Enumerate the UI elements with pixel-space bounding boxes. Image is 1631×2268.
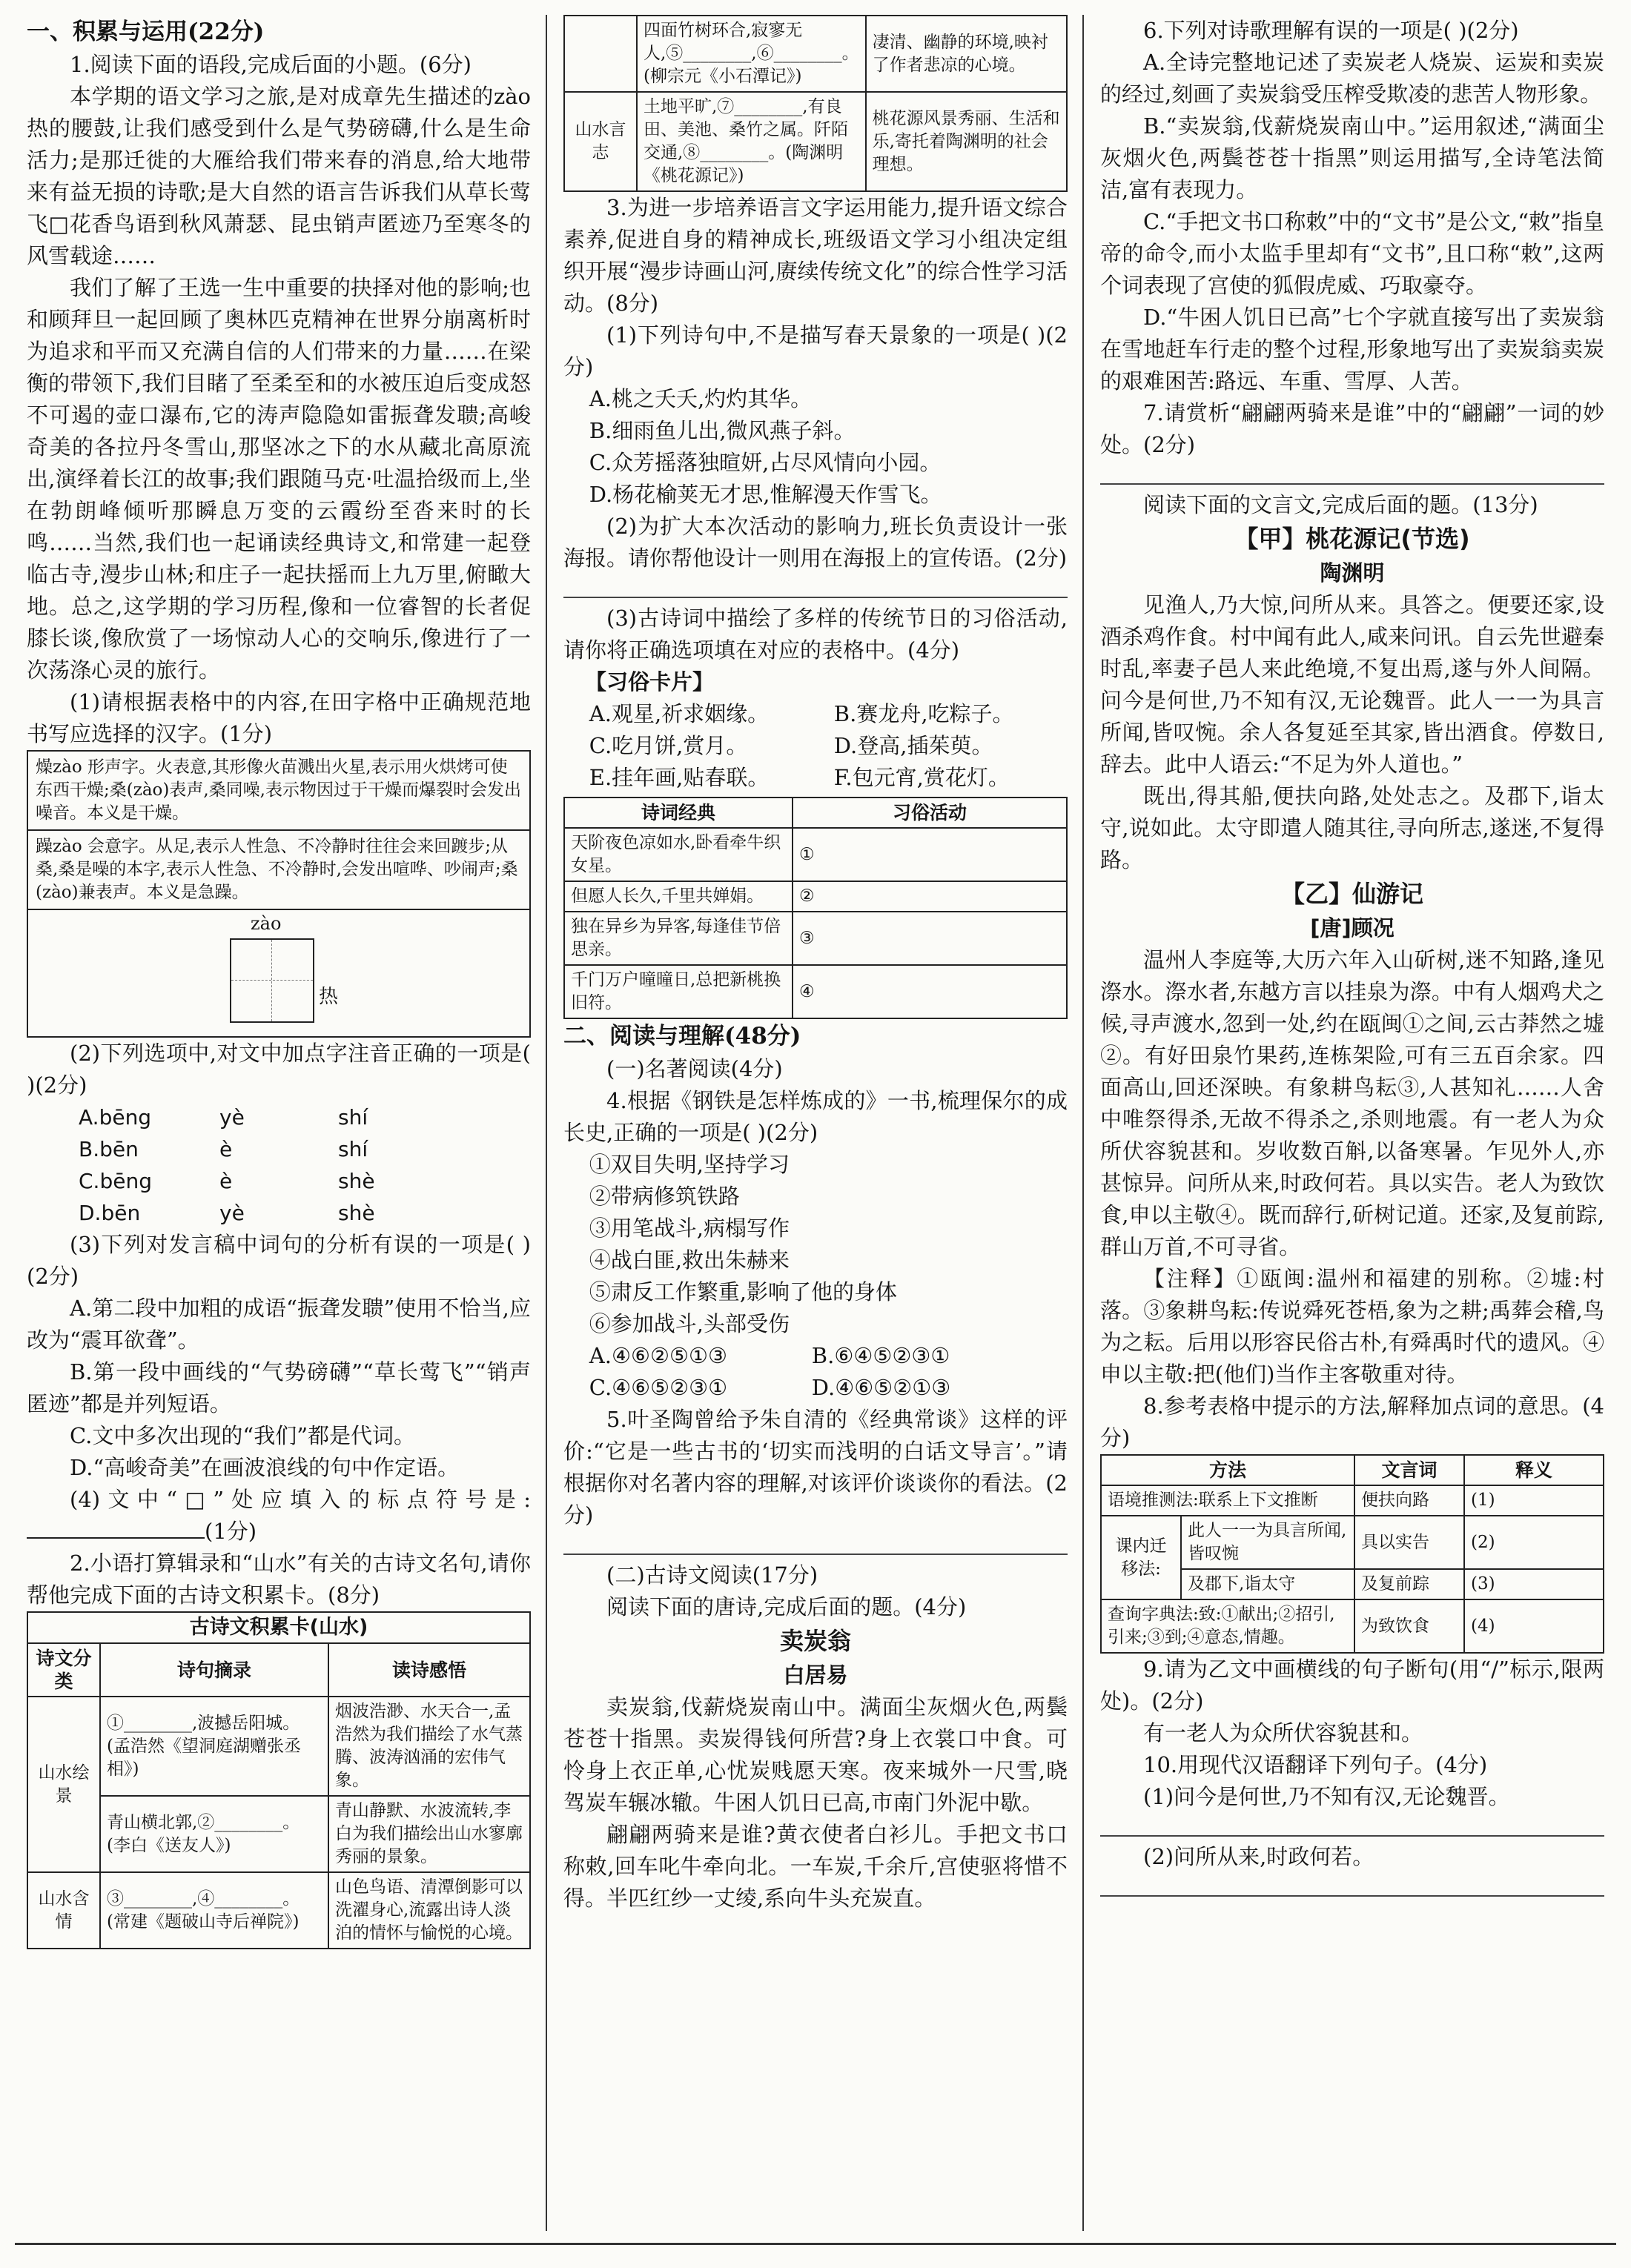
answer-blank[interactable] — [27, 1518, 205, 1539]
text-a-paragraph-2: 既出,得其船,便扶向路,处处志之。及郡下,诣太守,说如此。太守即遣人随其往,寻向所志,遂迷,不复得路。 — [1100, 783, 1604, 872]
list-item: ①双目失明,坚持学习 — [589, 1152, 790, 1177]
card-line[interactable]: ①________,波撼岳阳城。(孟浩然《望洞庭湖赠张丞相》) — [100, 1697, 328, 1796]
option-4-d[interactable]: D.④⑥⑤②①③ — [811, 1375, 951, 1400]
question-3-1: (1)下列诗句中,不是描写春天景象的一项是( )(2分) — [563, 322, 1068, 379]
question-1-4: (4)文中“□”处应填入的标点符号是:(1分) — [27, 1484, 531, 1548]
pinyin-option-a[interactable]: A.bēng yè shí — [79, 1105, 368, 1130]
answer-line[interactable] — [1100, 1873, 1604, 1897]
card-line[interactable]: ③________,④________。(常建《题破山寺后禅院》) — [100, 1872, 328, 1949]
answer-line[interactable] — [1100, 1813, 1604, 1837]
option-4-c[interactable]: C.④⑥⑤②③① — [589, 1375, 728, 1400]
passage-paragraph-1: 本学期的语文学习之旅,是对成章先生描述的zào热的腰鼓,让我们感受到什么是气势磅礴,什么是生命活力;是那迁徙的大雁给我们带来春的消息,给大地带来有益无损的诗歌;是大自然的语言告诉我们从草长莺飞□花香鸟语到秋风萧瑟、昆虫销声匿迹乃至寒冬的风雪载途…… — [27, 84, 531, 268]
subsection-heading: (二)古诗文阅读(17分) — [606, 1562, 818, 1588]
custom-answer-slot[interactable]: ④ — [793, 965, 1067, 1018]
card-category — [564, 16, 637, 92]
pinyin-option-d[interactable]: D.bēn yè shè — [79, 1201, 375, 1225]
poetry-card-table-continued — [563, 15, 1068, 192]
tianzige-writing-area — [27, 910, 531, 1038]
options-row — [563, 1372, 1068, 1404]
option-3-1-b[interactable]: B.细雨鱼儿出,微风燕子斜。 — [589, 418, 856, 443]
table-row — [27, 1697, 530, 1796]
word-cell: 具以实告 — [1354, 1516, 1464, 1569]
subsection-heading: (一)名著阅读(4分) — [606, 1056, 783, 1081]
table-row — [564, 16, 1067, 92]
custom-options-row: C.吃月饼,赏月。 D.登高,插茱萸。 — [589, 733, 993, 758]
question-1-stem: 1.阅读下面的语段,完成后面的小题。(6分) — [70, 52, 472, 77]
character-explanation-box-zao-dry: 燥zào 形声字。火表意,其形像火苗溅出火星,表示用火烘烤可使东西干燥;桑(zào)表声,桑同噪,表示物因过于干燥而爆裂时会发出噪音。本义是干燥。 — [27, 750, 531, 831]
custom-answer-slot[interactable]: ③ — [793, 912, 1067, 965]
card-category: 山水言志 — [564, 92, 637, 191]
question-3-3: (3)古诗词中描绘了多样的传统节日的习俗活动,请你将正确选项填在对应的表格中。(4分) — [563, 606, 1068, 663]
option-6-a[interactable]: A.全诗完整地记述了卖炭老人烧炭、运炭和卖炭的经过,刻画了卖炭翁受压榨受欺凌的悲苦人物形象。 — [1100, 50, 1604, 107]
table-row — [564, 965, 1067, 1018]
poem-intro: 阅读下面的唐诗,完成后面的题。(4分) — [606, 1594, 967, 1619]
option-6-b[interactable]: B.“卖炭翁,伐薪烧炭南山中。”运用叙述,“满面尘灰烟火色,两鬓苍苍十指黑”则运用描写,全诗笔法简洁,富有表现力。 — [1100, 113, 1604, 202]
classical-intro: 阅读下面的文言文,完成后面的题。(13分) — [1143, 492, 1538, 517]
page-bottom-rule — [15, 2243, 1616, 2245]
column-divider — [546, 15, 547, 2231]
custom-answer-slot[interactable]: ① — [793, 828, 1067, 881]
word-cell: 便扶向路 — [1354, 1485, 1464, 1516]
table-row — [564, 881, 1067, 912]
option-6-d[interactable]: D.“牛困人饥日已高”七个字就直接写出了卖炭翁在雪地赶车行走的整个过程,形象地写出了卖炭翁卖炭的艰难困苦:路远、车重、雪厚、人苦。 — [1100, 305, 1604, 394]
option-1-3-c[interactable]: C.文中多次出现的“我们”都是代词。 — [70, 1423, 416, 1448]
text-a-paragraph-1: 见渔人,乃大惊,问所从来。具答之。便要还家,设酒杀鸡作食。村中闻有此人,咸来问讯。自云先世避秦时乱,率妻子邑人来此绝境,不复出焉,遂与外人间隔。问今是何世,乃不知有汉,无论魏晋。此人一一为具言所闻,皆叹惋。余人各复延至其家,皆出酒食。停数日,辞去。此中人语云:“不足为外人道也。” — [1100, 592, 1604, 777]
option-1-3-a[interactable]: A.第二段中加粗的成语“振聋发聩”使用不恰当,应改为“震耳欲聋”。 — [27, 1296, 531, 1353]
table-row — [1101, 1516, 1604, 1569]
custom-poem: 独在异乡为异客,每逢佳节倍思亲。 — [564, 912, 793, 965]
text-a-author: 陶渊明 — [1320, 560, 1385, 586]
custom-header-poem: 诗词经典 — [564, 798, 793, 828]
poem-text-1: 卖炭翁,伐薪烧炭南山中。满面尘灰烟火色,两鬓苍苍十指黑。卖炭得钱何所营?身上衣裳口中食。可怜身上衣正单,心忧炭贱愿天寒。夜来城外一尺雪,晓驾炭车辗冰辙。牛困人饥日已高,市南门外泥中歇。 — [563, 1694, 1068, 1815]
card-feeling: 烟波浩渺、水天合一,孟浩然为我们描绘了水气蒸腾、波涛汹涌的宏伟气象。 — [328, 1697, 530, 1796]
method-header: 方法 — [1101, 1455, 1354, 1485]
card-category: 山水含情 — [27, 1872, 100, 1949]
card-header-lines: 诗句摘录 — [100, 1643, 328, 1697]
grid-pinyin: zào — [251, 913, 282, 934]
card-line[interactable]: 青山横北郭,②________。(李白《送友人》) — [100, 1796, 328, 1872]
question-9: 9.请为乙文中画横线的句子断句(用“/”标示,限两处)。(2分) — [1100, 1657, 1604, 1714]
text-b-author: [唐]顾况 — [1310, 915, 1395, 941]
question-7: 7.请赏析“翩翩两骑来是谁”中的“翩翩”一词的妙处。(2分) — [1100, 400, 1604, 457]
option-3-1-c[interactable]: C.众芳摇落独暄妍,占尽风情向小园。 — [589, 450, 942, 475]
answer-line[interactable] — [563, 1531, 1068, 1555]
custom-options-row: A.观星,祈求姻缘。 B.赛龙舟,吃粽子。 — [589, 701, 1014, 726]
custom-card-title: 【习俗卡片】 — [585, 669, 715, 694]
poem-text-2: 翩翩两骑来是谁?黄衣使者白衫儿。手把文书口称敕,回车叱牛牵向北。一车炭,千余斤,宫使驱将惜不得。半匹红纱一丈绫,系向牛头充炭直。 — [563, 1822, 1068, 1911]
options-row — [563, 1340, 1068, 1372]
method-example-cell: 此人一一为具言所闻,皆叹惋 — [1181, 1516, 1354, 1569]
grid-following-char: 热 — [319, 986, 339, 1008]
pinyin-option-c[interactable]: C.bēng è shè — [79, 1169, 375, 1193]
card-line[interactable]: 四面竹树环合,寂寥无人,⑤________,⑥________。(柳宗元《小石潭记》) — [637, 16, 866, 92]
section-heading-part2: 二、阅读与理解(48分) — [563, 1023, 801, 1050]
question-6: 6.下列对诗歌理解有误的一项是( )(2分) — [1143, 18, 1519, 43]
answer-cell[interactable]: (2) — [1464, 1516, 1604, 1569]
card-header-category: 诗文分类 — [27, 1643, 100, 1697]
passage-paragraph-2: 我们了解了王选一生中重要的抉择对他的影响;也和顾拜旦一起回顾了奥林匹克精神在世界分崩离析时为追求和平而又充满自信的人们带来的力量……在梁衡的带领下,我们目睹了至柔至和的水被压迫后变成怒不可遏的壶口瀑布,它的涛声隐隐如雷振聋发聩;高峻奇美的各拉丹冬雪山,那坚冰之下的水从藏北高原流出,演绎着长江的故事;我们跟随马克·吐温拾级而上,坐在勃朗峰倾听那瞬息万变的云霞纷至沓来时的长鸣……当然,我们也一起诵读经典诗文,和常建一起登临古寺,漫步山林;和庄子一起扶摇而上九万里,俯瞰大地。总之,这学期的学习历程,像和一位睿智的长者促膝长谈,像欣赏了一场惊动人心的交响乐,像进行了一次荡涤心灵的旅行。 — [27, 275, 531, 683]
custom-header-activity: 习俗活动 — [793, 798, 1067, 828]
method-cell: 课内迁移法: — [1101, 1516, 1181, 1599]
poem-title: 卖炭翁 — [779, 1627, 851, 1655]
method-cell: 查询字典法:致:①献出;②招引,引来;③到;④意态,情趣。 — [1101, 1599, 1354, 1653]
question-8: 8.参考表格中提示的方法,解释加点词的意思。(4分) — [1100, 1393, 1604, 1450]
question-4: 4.根据《钢铁是怎样炼成的》一书,梳理保尔的成长史,正确的一项是( )(2分) — [563, 1088, 1068, 1145]
list-item: ②带病修筑铁路 — [589, 1184, 740, 1209]
option-3-1-a[interactable]: A.桃之夭夭,灼灼其华。 — [589, 386, 813, 411]
question-10: 10.用现代汉语翻译下列句子。(4分) — [1143, 1752, 1488, 1777]
table-row — [1101, 1599, 1604, 1653]
option-4-a[interactable]: A.④⑥②⑤①③ — [589, 1343, 727, 1368]
custom-poem: 但愿人长久,千里共婵娟。 — [564, 881, 793, 912]
custom-table — [563, 797, 1068, 1019]
section-heading-part1: 一、积累与运用(22分) — [27, 19, 265, 45]
custom-options-row: E.挂年画,贴春联。 F.包元宵,赏花灯。 — [589, 765, 1010, 790]
option-4-b[interactable]: B.⑥④⑤②③① — [811, 1343, 950, 1368]
word-cell: 及复前踪 — [1354, 1569, 1464, 1599]
method-example-cell: 及郡下,诣太守 — [1181, 1569, 1354, 1599]
question-2: 2.小语打算辑录和“山水”有关的古诗文名句,请你帮他完成下面的古诗文积累卡。(8分) — [27, 1551, 531, 1608]
column-3 — [1100, 15, 1604, 2238]
text-b-paragraph-1: 温州人李庭等,大历六年入山斫树,迷不知路,逢见漈水。漈水者,东越方言以挂泉为漈。中有人烟鸡犬之候,寻声渡水,忽到一处,约在瓯闽①之间,云古莽然之墟②。有好田泉竹果药,连栋架险,可有三五百余家。四面高山,回还深映。有象耕鸟耘③,人甚知礼……人舍中唯祭得杀,无故不得杀之,杀则地震。有一老人为众所伏容貌甚和。岁收数百斛,以备寒暑。乍见外人,亦甚惊异。问所从来,时政何若。具以实告。老人为致饮食,申以主敬④。既而辞行,斫树记道。还家,及复前踪,群山万首,不可寻省。 — [1100, 947, 1604, 1259]
answer-line[interactable] — [1100, 461, 1604, 485]
question-1-2: (2)下列选项中,对文中加点字注音正确的一项是( )(2分) — [27, 1041, 531, 1098]
list-item: ⑥参加战斗,头部受伤 — [589, 1311, 790, 1336]
answer-cell[interactable]: (3) — [1464, 1569, 1604, 1599]
list-item: ③用笔战斗,病榻写作 — [589, 1216, 790, 1241]
card-category: 山水绘景 — [27, 1697, 100, 1872]
pinyin-option-b[interactable]: B.bēn è shí — [79, 1137, 368, 1161]
table-row — [1101, 1485, 1604, 1516]
word-header: 文言词 — [1354, 1455, 1464, 1485]
column-1 — [27, 15, 531, 2238]
annotation-notes: 【注释】①瓯闽:温州和福建的别称。②墟:村落。③象耕鸟耘:传说舜死苍梧,象为之耕;禹葬会稽,鸟为之耘。后用以形容民俗古朴,有舜禹时代的遗风。④申以主敬:把(他们)当作主客敬重对待。 — [1100, 1266, 1604, 1387]
tianzige-cell[interactable] — [230, 938, 314, 1023]
table-row — [564, 828, 1067, 881]
custom-answer-slot[interactable]: ② — [793, 881, 1067, 912]
poem-author: 白居易 — [783, 1662, 848, 1688]
card-feeling: 山色鸟语、清潭倒影可以洗濯身心,流露出诗人淡泊的情怀与愉悦的心境。 — [328, 1872, 530, 1949]
text-a-title: 【甲】桃花源记(节选) — [1234, 525, 1470, 553]
method-table — [1100, 1454, 1604, 1654]
answer-cell[interactable]: (1) — [1464, 1485, 1604, 1516]
card-feeling: 桃花源风景秀丽、生活和乐,寄托着陶渊明的社会理想。 — [866, 92, 1067, 191]
word-cell: 为致饮食 — [1354, 1599, 1464, 1653]
question-9-sentence[interactable]: 有一老人为众所伏容貌甚和。 — [1143, 1720, 1423, 1745]
question-3: 3.为进一步培养语言文字运用能力,提升语文综合素养,促进自身的精神成长,班级语文学习小组决定组织开展“漫步诗画山河,赓续传统文化”的综合性学习活动。(8分) — [563, 195, 1068, 316]
list-item: ⑤肃反工作繁重,影响了他的身体 — [589, 1279, 898, 1304]
question-10-2: (2)问所从来,时政何若。 — [1143, 1844, 1374, 1869]
question-1-1: (1)请根据表格中的内容,在田字格中正确规范地书写应选择的汉字。(1分) — [27, 689, 531, 746]
card-header-feeling: 读诗感悟 — [328, 1643, 530, 1697]
answer-line[interactable] — [563, 574, 1068, 598]
list-item: ④战白匪,救出朱赫来 — [589, 1247, 790, 1273]
table-row — [27, 1796, 530, 1872]
question-10-1: (1)问今是何世,乃不知有汉,无论魏晋。 — [1143, 1784, 1510, 1809]
option-1-3-d[interactable]: D.“高峻奇美”在画波浪线的句中作定语。 — [70, 1455, 460, 1480]
character-explanation-box-zao-rash: 躁zào 会意字。从足,表示人性急、不冷静时往往会来回踱步;从桑,桑是噪的本字,表示人性急、不冷静时,会发出喧哗、吵闹声;桑(zào)兼表声。本义是急躁。 — [27, 831, 531, 910]
custom-poem: 天阶夜色凉如水,卧看牵牛织女星。 — [564, 828, 793, 881]
table-row — [564, 912, 1067, 965]
column-divider — [1082, 15, 1084, 2231]
column-2 — [563, 15, 1068, 2238]
custom-poem: 千门万户曈曈日,总把新桃换旧符。 — [564, 965, 793, 1018]
answer-cell[interactable]: (4) — [1464, 1599, 1604, 1653]
table-row — [27, 1872, 530, 1949]
card-feeling: 凄清、幽静的环境,映衬了作者悲凉的心境。 — [866, 16, 1067, 92]
text-b-title: 【乙】仙游记 — [1280, 880, 1423, 908]
option-3-1-d[interactable]: D.杨花榆荚无才思,惟解漫天作雪飞。 — [589, 482, 942, 507]
option-6-c[interactable]: C.“手把文书口称敕”中的“文书”是公文,“敕”指皇帝的命令,而小太监手里却有“文书”,且口称“敕”,这两个词表现了宫使的狐假虎威、巧取豪夺。 — [1100, 209, 1604, 298]
card-feeling: 青山静默、水波流转,李白为我们描绘出山水寥廓秀丽的景象。 — [328, 1796, 530, 1872]
question-3-2: (2)为扩大本次活动的影响力,班长负责设计一张海报。请你帮他设计一则用在海报上的宣传语。(2分) — [563, 514, 1068, 571]
question-1-3: (3)下列对发言稿中词句的分析有误的一项是( )(2分) — [27, 1232, 531, 1289]
meaning-header: 释义 — [1464, 1455, 1604, 1485]
card-line[interactable]: 土地平旷,⑦________,有良田、美池、桑竹之属。阡陌交通,⑧________。(陶渊明《桃花源记》) — [637, 92, 866, 191]
table-row — [564, 92, 1067, 191]
question-5: 5.叶圣陶曾给予朱自清的《经典常谈》这样的评价:“它是一些古书的‘切实而浅明的白话文导言’。”请根据你对名著内容的理解,对该评价谈谈你的看法。(2分) — [563, 1407, 1068, 1528]
card-title: 古诗文积累卡(山水) — [27, 1611, 531, 1642]
option-1-3-b[interactable]: B.第一段中画线的“气势磅礴”“草长莺飞”“销声匿迹”都是并列短语。 — [27, 1359, 531, 1416]
method-cell: 语境推测法:联系上下文推断 — [1101, 1485, 1354, 1516]
poetry-card-table — [27, 1642, 531, 1949]
